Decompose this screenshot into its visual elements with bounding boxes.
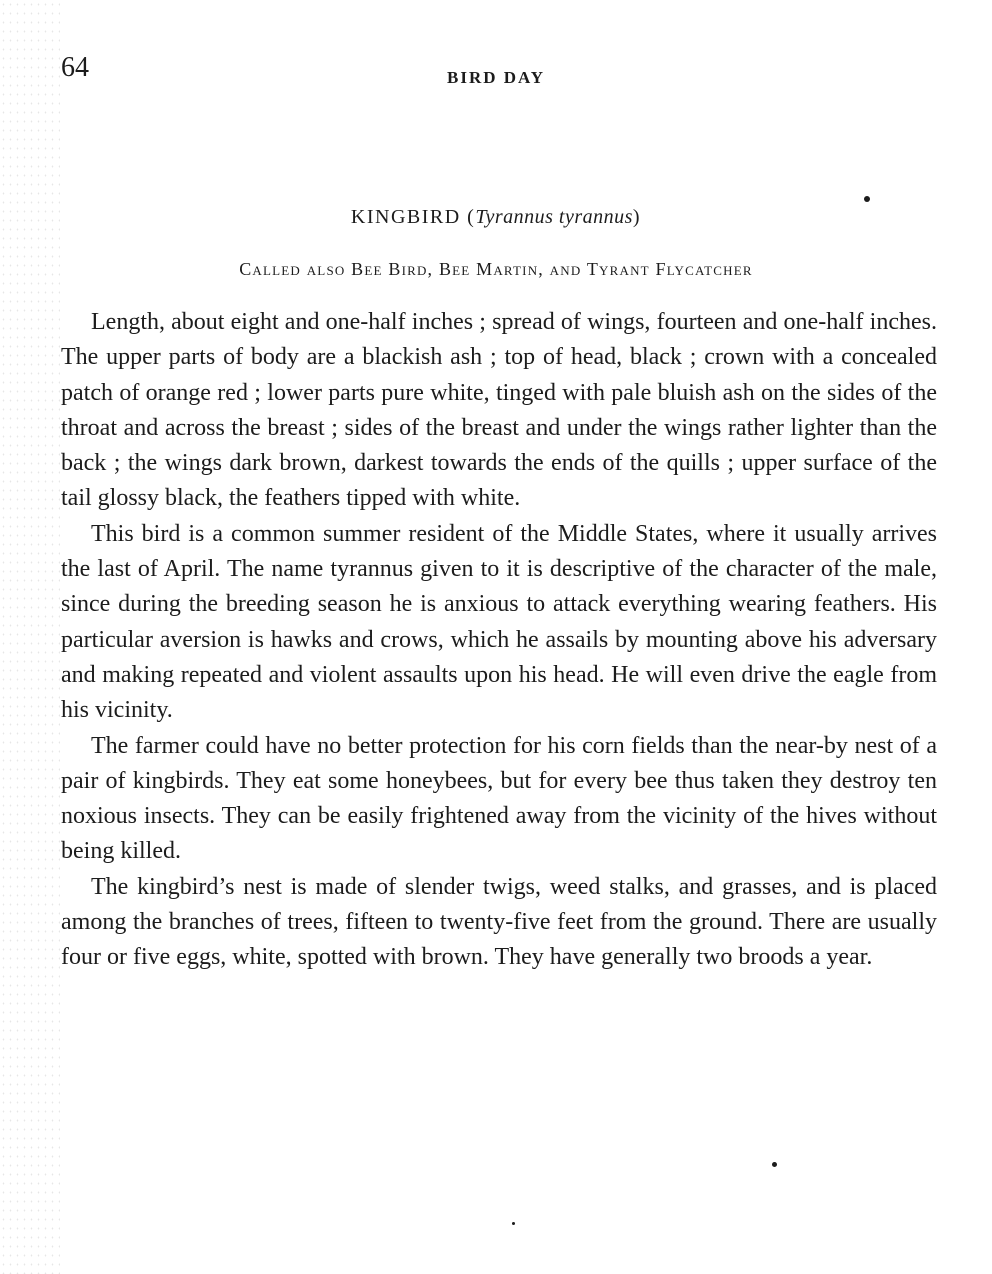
title-suffix: )	[632, 206, 642, 228]
page-number: 64	[61, 52, 89, 83]
article-subtitle: Called also Bee Bird, Bee Martin, and Tyrant Flycatcher	[239, 259, 753, 279]
running-head: BIRD DAY	[446, 68, 546, 87]
scientific-name: Tyrannus tyrannus	[475, 206, 633, 228]
paragraph-description: Length, about eight and one-half inches ; spread of wings, fourteen and one-half inches. The upper parts of body are a blackish ash ; top of head, black ; crown with a concealed patch of orange red ; lower parts pure white, tinged with pale bluish ash on the sides of the throat and across the breast ; sides of the breast and under the wings rather lighter than the back ; the wings dark brown, darkest towards the ends of the quills ; upper surface of the tail glossy black, the feathers tipped with white.	[61, 309, 937, 512]
ink-dot	[512, 1222, 515, 1225]
ink-dot	[772, 1162, 777, 1167]
ink-dot	[864, 196, 870, 202]
paragraph-nest: The kingbird’s nest is made of slender twigs, weed stalks, and grasses, and is placed among the branches of trees, fifteen to twenty-five feet from the ground. There are usually four or five eggs, white, spotted with brown. They have generally two broods a year.	[61, 873, 937, 971]
paragraph-habits: This bird is a common summer resident of the Middle States, where it usually arrives the last of April. The name tyrannus given to it is descriptive of the character of the male, since during the breeding season he is anxious to attack everything wearing feathers. His particular aversion is hawks and crows, which he assails by mounting above his adversary and making repeated and violent assaults upon his head. He will even drive the eagle from his vicinity.	[61, 520, 937, 724]
article-body	[61, 305, 937, 976]
article-title	[0, 206, 992, 229]
title-prefix: KINGBIRD (	[350, 206, 476, 228]
paragraph-farmer: The farmer could have no better protection for his corn fields than the near-by nest of a pair of kingbirds. They eat some honeybees, but for every bee thus taken they destroy ten noxious insects. They can be easily frightened away from the vicinity of the hives without being killed.	[61, 732, 937, 865]
scan-speckle	[0, 0, 60, 1274]
